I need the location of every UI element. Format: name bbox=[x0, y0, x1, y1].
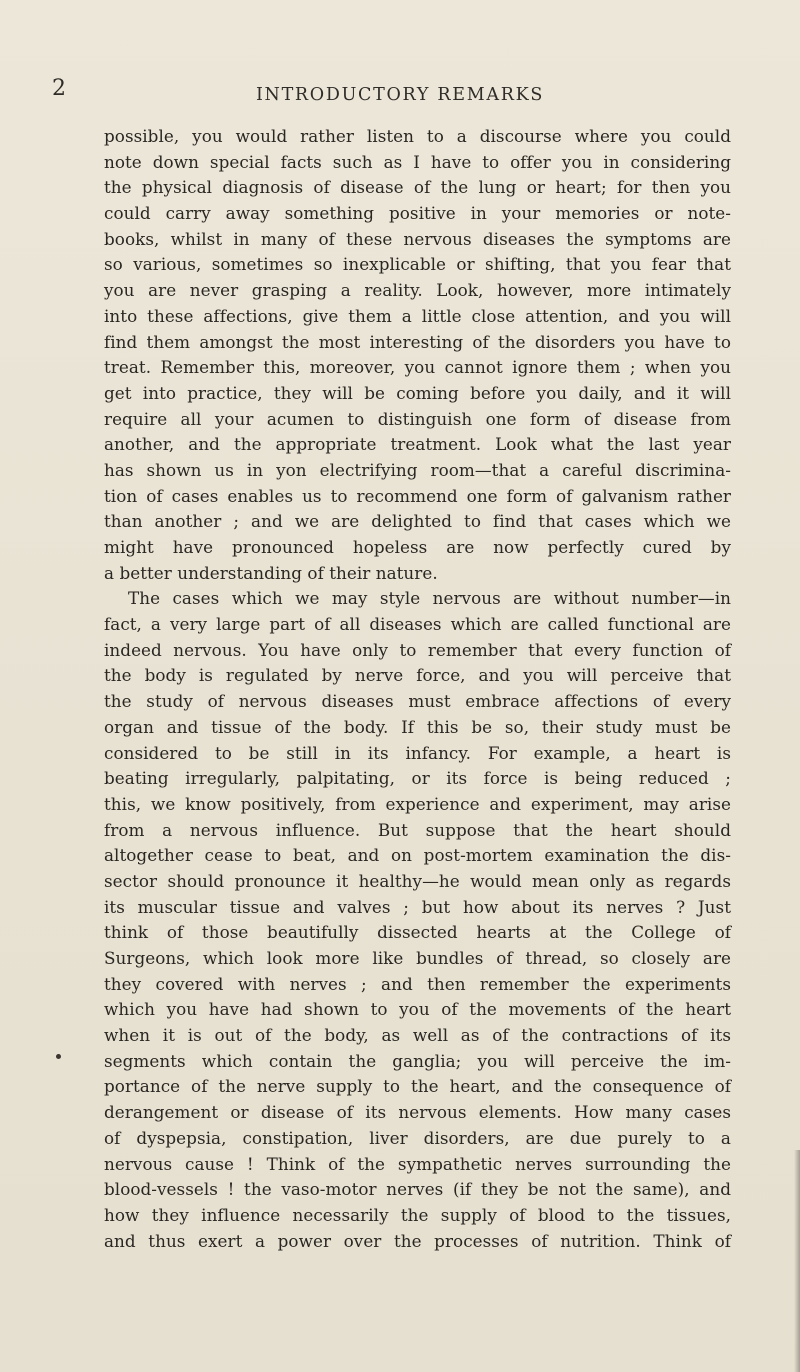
text-line: they covered with nerves ; and then remember the experiments bbox=[104, 973, 731, 994]
text-line: require all your acumen to distinguish one form of disease from bbox=[104, 408, 731, 429]
body-text bbox=[104, 124, 731, 1254]
text-line: has shown us in yon electrifying room—that a careful discrimina- bbox=[104, 459, 731, 480]
running-head: INTRODUCTORY REMARKS bbox=[255, 85, 545, 105]
page-number: 2 bbox=[52, 76, 66, 101]
text-line: so various, sometimes so inexplicable or shifting, that you fear that bbox=[104, 254, 731, 275]
text-line: think of those beautifully dissected hearts at the College of bbox=[104, 922, 731, 943]
text-line: treat. Remember this, moreover, you cannot ignore them ; when you bbox=[104, 357, 731, 378]
text-line: possible, you would rather listen to a discourse where you could bbox=[104, 126, 731, 146]
text-line: another, and the appropriate treatment. Look what the last year bbox=[104, 434, 731, 455]
text-line: nervous cause ! Think of the sympathetic nerves surrounding the bbox=[104, 1153, 731, 1174]
text-line: might have pronounced hopeless are now perfectly cured by bbox=[104, 537, 731, 557]
text-line: into these affections, give them a little close attention, and you will bbox=[104, 305, 731, 326]
text-line: how they influence necessarily the supply of blood to the tissues, bbox=[104, 1204, 731, 1225]
text-line: beating irregularly, palpitating, or its force is being reduced ; bbox=[104, 768, 731, 789]
text-line: a better understanding of their nature. bbox=[104, 562, 438, 583]
text-line: find them amongst the most interesting of the disorders you have to bbox=[104, 331, 731, 352]
text-line: and thus exert a power over the processes of nutrition. Think of bbox=[104, 1230, 731, 1251]
text-line: get into practice, they will be coming before you daily, and it will bbox=[104, 382, 731, 403]
text-line: altogether cease to beat, and on post-mortem examination the dis- bbox=[104, 845, 731, 866]
text-line: the body is regulated by nerve force, and you will perceive that bbox=[104, 665, 731, 686]
text-line: from a nervous influence. But suppose that the heart should bbox=[104, 819, 731, 840]
text-line: the study of nervous diseases must embrace affections of every bbox=[104, 691, 731, 712]
text-line: sector should pronounce it healthy—he would mean only as regards bbox=[104, 870, 731, 891]
text-line: note down special facts such as I have to offer you in considering bbox=[104, 151, 731, 172]
text-line: segments which contain the ganglia; you will perceive the im- bbox=[104, 1050, 731, 1071]
text-line: you are never grasping a reality. Look, however, more intimately bbox=[104, 280, 731, 301]
text-line: which you have had shown to you of the movements of the heart bbox=[104, 999, 731, 1020]
text-line: than another ; and we are delighted to find that cases which we bbox=[104, 511, 731, 532]
text-line: considered to be still in its infancy. For example, a heart is bbox=[104, 742, 731, 763]
text-line: when it is out of the body, as well as of the contractions of its bbox=[104, 1025, 731, 1046]
text-line: tion of cases enables us to recommend one form of galvanism rather bbox=[104, 485, 731, 506]
text-line: The cases which we may style nervous are without number—in bbox=[128, 588, 731, 609]
text-line: its muscular tissue and valves ; but how about its nerves ? Just bbox=[104, 896, 731, 917]
text-line: derangement or disease of its nervous elements. How many cases bbox=[104, 1102, 731, 1123]
page-edge-shadow bbox=[794, 1150, 800, 1372]
text-line: could carry away something positive in your memories or note- bbox=[104, 203, 731, 224]
text-line: fact, a very large part of all diseases which are called functional are bbox=[104, 614, 731, 635]
text-line: indeed nervous. You have only to remember that every function of bbox=[104, 639, 731, 660]
margin-mark bbox=[56, 1054, 61, 1059]
text-line: the physical diagnosis of disease of the lung or heart; for then you bbox=[104, 177, 731, 198]
text-line: blood-vessels ! the vaso-motor nerves (if they be not the same), and bbox=[104, 1179, 731, 1200]
text-line: portance of the nerve supply to the heart, and the consequence of bbox=[104, 1076, 731, 1097]
text-line: of dyspepsia, constipation, liver disorders, are due purely to a bbox=[104, 1127, 731, 1148]
text-line: organ and tissue of the body. If this be so, their study must be bbox=[104, 716, 731, 737]
text-line: Surgeons, which look more like bundles of thread, so closely are bbox=[104, 948, 731, 968]
text-line: books, whilst in many of these nervous diseases the symptoms are bbox=[104, 228, 731, 249]
text-line: this, we know positively, from experience and experiment, may arise bbox=[104, 793, 731, 814]
